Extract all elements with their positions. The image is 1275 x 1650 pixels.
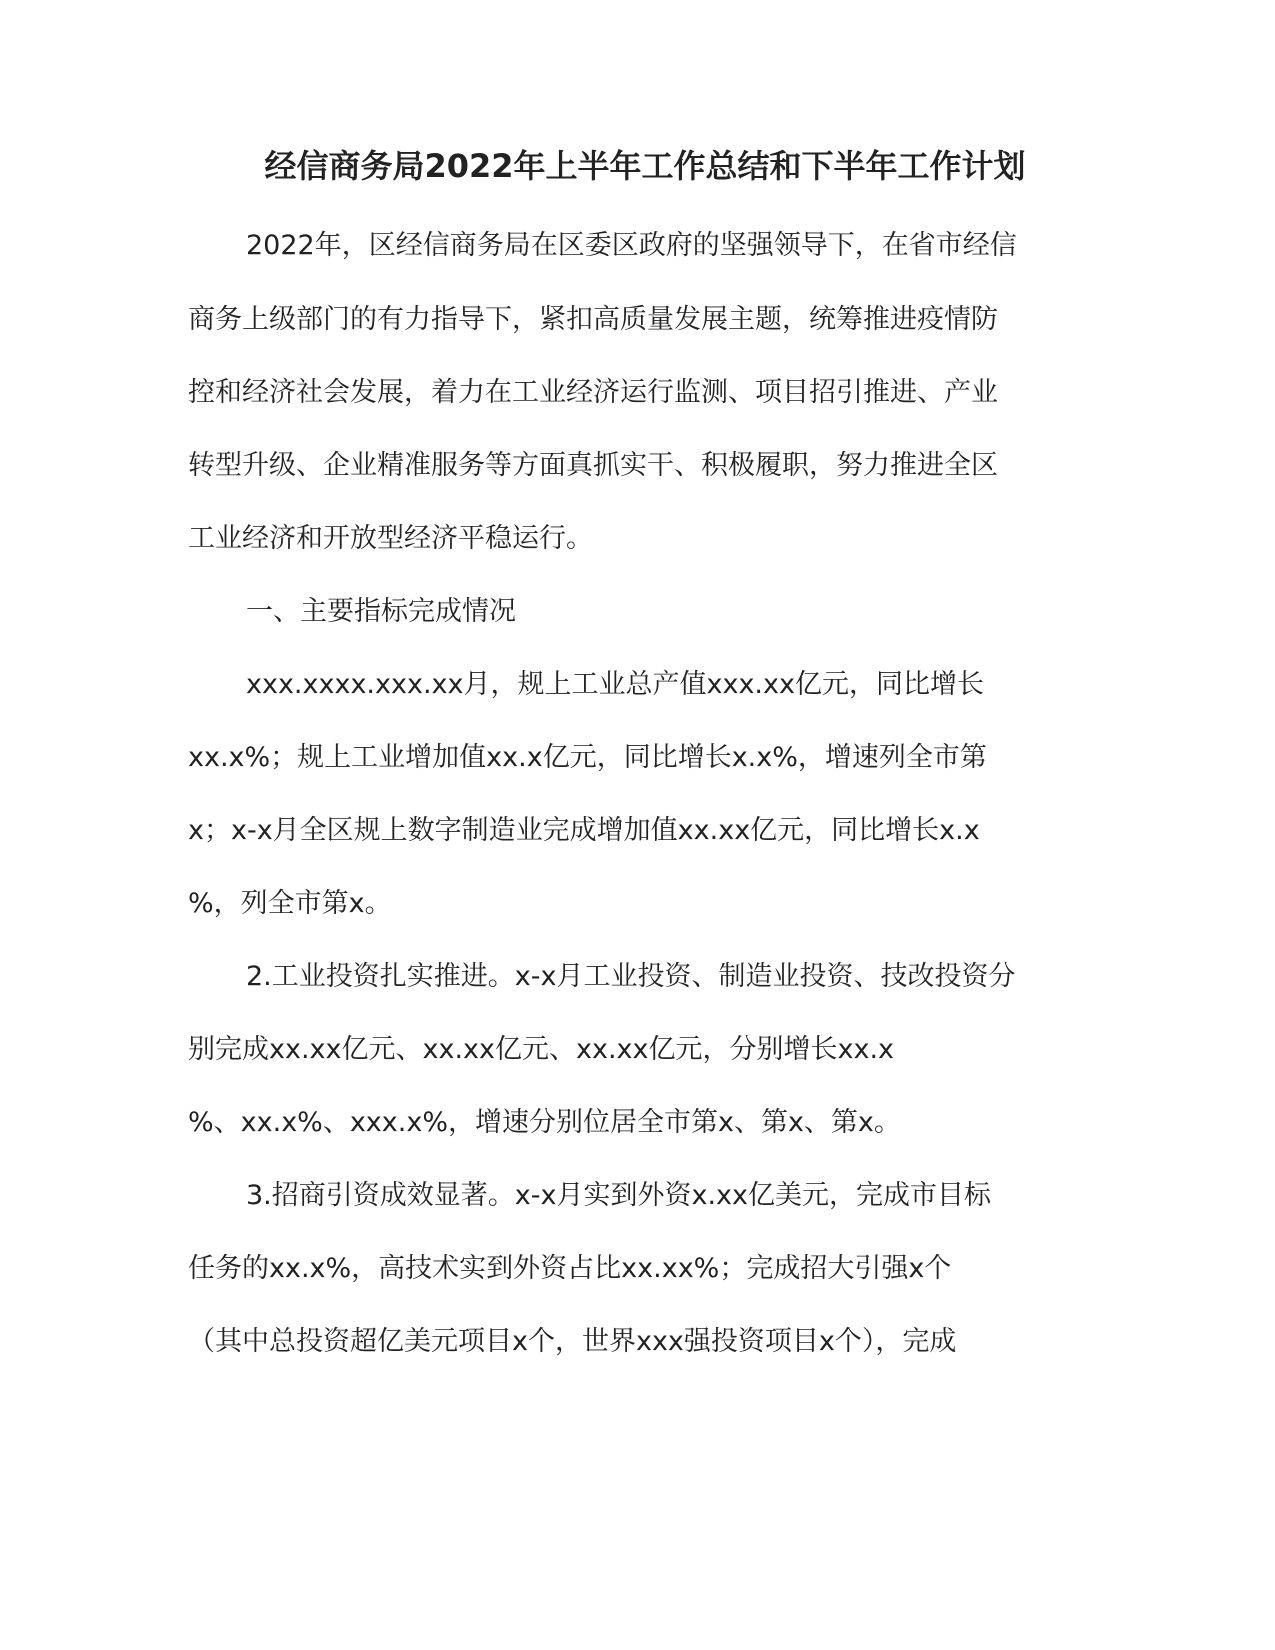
paragraph-line: 工业经济和开放型经济平稳运行。 (188, 523, 593, 554)
paragraph-line: 别完成xx.xx亿元、xx.xx亿元、xx.xx亿元，分别增长xx.x (188, 1034, 895, 1065)
paragraph-line: 控和经济社会发展，着力在工业经济运行监测、项目招引推进、产业 (188, 377, 998, 408)
paragraph-line: x；x-x月全区规上数字制造业完成增加值xx.xx亿元，同比增长x.x (188, 815, 980, 846)
section-heading: 一、主要指标完成情况 (246, 596, 516, 627)
paragraph-line: 任务的xx.x%，高技术实到外资占比xx.xx%；完成招大引强x个 (188, 1253, 952, 1284)
paragraph-line: xx.x%；规上工业增加值xx.x亿元，同比增长x.x%，增速列全市第 (188, 742, 987, 773)
paragraph-line: （其中总投资超亿美元项目x个，世界xxx强投资项目x个），完成 (188, 1326, 957, 1357)
paragraph-line: 商务上级部门的有力指导下，紧扣高质量发展主题，统筹推进疫情防 (188, 304, 998, 335)
paragraph-line: 转型升级、企业精准服务等方面真抓实干、积极履职，努力推进全区 (188, 450, 998, 481)
paragraph-line: %，列全市第x。 (188, 888, 392, 919)
paragraph-line: xxx.xxxx.xxx.xx月，规上工业总产值xxx.xx亿元，同比增长 (246, 669, 984, 700)
paragraph-line: 2022年，区经信商务局在区委区政府的坚强领导下，在省市经信 (246, 230, 1017, 261)
paragraph-line: 3.招商引资成效显著。x-x月实到外资x.xx亿美元，完成市目标 (246, 1180, 991, 1211)
paragraph-line: 2.工业投资扎实推进。x-x月工业投资、制造业投资、技改投资分 (246, 961, 1016, 992)
document-title: 经信商务局2022年上半年工作总结和下半年工作计划 (264, 147, 1026, 185)
paragraph-line: %、xx.x%、xxx.x%，增速分别位居全市第x、第x、第x。 (188, 1107, 901, 1138)
